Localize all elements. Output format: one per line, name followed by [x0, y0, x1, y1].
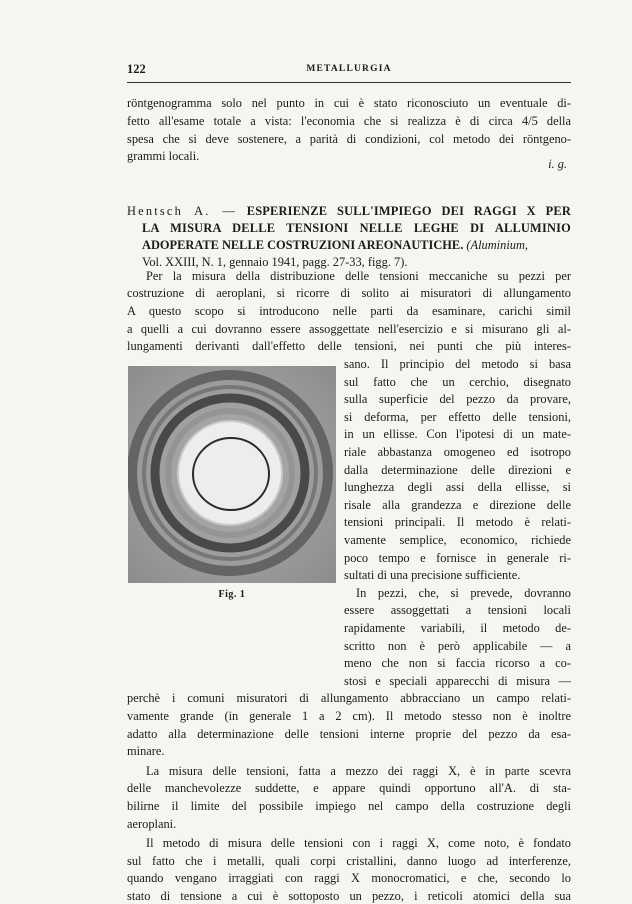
running-title: METALLURGIA	[306, 64, 392, 74]
running-header	[127, 56, 571, 83]
body-line: meno che non si faccia ricorso a co-	[344, 656, 571, 671]
body-line: essere assoggettati a tensioni locali	[344, 603, 571, 618]
journal-name: (Aluminium,	[466, 238, 529, 252]
body-line: In pezzi, che, si prevede, dovranno	[356, 585, 571, 600]
body-line: si deforma, per effetto delle tensioni,	[344, 409, 571, 424]
article-heading	[127, 203, 571, 271]
body-line: delle manchevolezze suddette, e appare quindi opportuno all'A. di sta-	[127, 781, 571, 796]
body-line: dalla determinazione delle direzioni e	[344, 462, 571, 477]
diffraction-rings-image	[128, 366, 336, 583]
body-line: bilirne il limite del possibile impiego nel campo della costruzione degli	[127, 799, 571, 813]
body-line: tensioni principali. Il metodo è relati-	[344, 515, 571, 530]
figure-caption: Fig. 1	[218, 588, 246, 600]
article-title-line: ESPERIENZE SULL'IMPIEGO DEI RAGGI X PER	[246, 204, 571, 218]
body-line: spesa che si deve sostenere, a parità di condizioni, col metodo dei röntgeno-	[127, 132, 571, 146]
body-line: lunghezza degli assi della ellisse, si	[344, 480, 571, 495]
body-line: risale alla grandezza e direzione delle	[344, 497, 571, 512]
body-line: vamente grande (in generale 1 a 2 cm). Il metodo stesso non è inoltre	[127, 709, 571, 723]
body-line: minare.	[127, 744, 165, 759]
body-line: vamente semplice, economico, richiede	[344, 532, 571, 547]
body-line: sul fatto che un cerchio, disegnato	[344, 374, 571, 389]
body-line: scritto non è però applicabile — a	[344, 638, 571, 653]
body-line: sul fatto che i metalli, quali corpi cristallini, danno luogo ad interferenze,	[127, 853, 571, 868]
body-line: in un ellisse. Con l'ipotesi di un mate-	[344, 427, 571, 442]
body-line: adatto alla determinazione delle tensioni interne proprie del pezzo da esa-	[127, 726, 571, 741]
body-line: fetto all'esame totale a vista: l'economia che si realizza è di circa 4/5 della	[127, 114, 571, 128]
body-line: rapidamente variabili, il metodo de-	[344, 621, 571, 635]
body-line: A questo scopo si introducono nelle parti da esaminare, carichi simil	[127, 304, 571, 318]
body-line: costruzione di aeroplani, si ricorre di solito ai misuratori di allungamento	[127, 286, 571, 301]
body-line: Il metodo di misura delle tensioni con i raggi X, come noto, è fondato	[146, 836, 571, 851]
body-line: riale abbastanza omogeneo ed isotropo	[344, 444, 571, 459]
article-title-line: LA MISURA DELLE TENSIONI NELLE LEGHE DI ALLUMINIO	[142, 221, 571, 235]
journal-reference: Vol. XXIII, N. 1, gennaio 1941, pagg. 27-33, figg. 7).	[142, 255, 408, 269]
body-line: aeroplani.	[127, 816, 177, 831]
page-number: 122	[127, 62, 146, 76]
body-line: sulla superficie del pezzo da provare,	[344, 392, 571, 407]
body-line: lungamenti derivanti dall'effetto delle tensioni, nei punti che più interes-	[127, 339, 571, 354]
body-line: La misura delle tensioni, fatta a mezzo dei raggi X, è in parte scevra	[146, 763, 571, 778]
body-line: perchè i comuni misuratori di allungamento abbracciano un campo relati-	[127, 691, 571, 706]
body-line: a quelli a cui dovranno essere assoggettate nell'esercizio e si misurano gli al-	[127, 321, 571, 336]
body-line: sano. Il principio del metodo si basa	[344, 356, 571, 371]
body-line: stato di tensione a cui è sottoposto un pezzo, i reticoli atomici della sua	[127, 889, 571, 903]
body-line: stosi e speciali apparecchi di misura —	[344, 673, 571, 688]
body-line: poco tempo e fornisce in generale ri-	[344, 550, 571, 565]
xray-diffraction-figure	[128, 366, 336, 583]
body-line: grammi locali.	[127, 149, 200, 163]
body-line: sultati di una precisione sufficiente.	[344, 568, 521, 583]
author-initials: i. g.	[548, 157, 567, 171]
article-title-line: ADOPERATE NELLE COSTRUZIONI AREONAUTICHE.	[142, 238, 464, 252]
body-line: röntgenogramma solo nel punto in cui è stato riconosciuto un eventuale di-	[127, 96, 571, 110]
body-line: quando vengano irraggiati con raggi X monocromatici, e che, secondo lo	[127, 871, 571, 886]
body-line: Per la misura della distribuzione delle tensioni meccaniche su pezzi per	[146, 268, 571, 283]
article-author: Hentsch A. —	[127, 204, 237, 218]
